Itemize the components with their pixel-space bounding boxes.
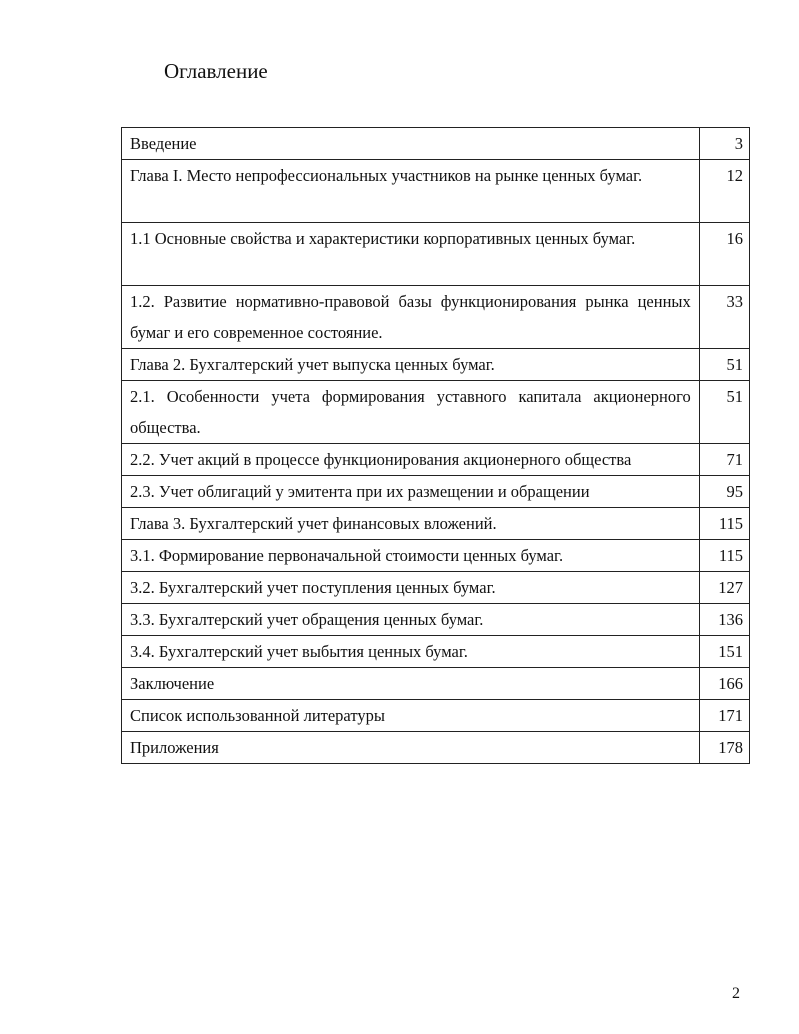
toc-row	[122, 700, 750, 732]
toc-entry-label: 3.2. Бухгалтерский учет поступления ценных бумаг.	[122, 572, 700, 604]
toc-row	[122, 349, 750, 381]
toc-entry-page: 3	[699, 128, 749, 160]
toc-entry-label: Введение	[122, 128, 700, 160]
toc-entry-label: 3.4. Бухгалтерский учет выбытия ценных бумаг.	[122, 636, 700, 668]
toc-row	[122, 128, 750, 160]
toc-entry-label: Список использованной литературы	[122, 700, 700, 732]
toc-entry-page: 115	[699, 508, 749, 540]
toc-entry-label: Заключение	[122, 668, 700, 700]
toc-entry-page: 115	[699, 540, 749, 572]
toc-entry-label: 2.1. Особенности учета формирования уставного капитала акционерного общества.	[122, 381, 700, 444]
toc-row	[122, 444, 750, 476]
toc-entry-label: Глава 3. Бухгалтерский учет финансовых вложений.	[122, 508, 700, 540]
toc-row	[122, 604, 750, 636]
toc-entry-page: 178	[699, 732, 749, 764]
toc-row	[122, 286, 750, 349]
toc-entry-page: 51	[699, 381, 749, 444]
toc-entry-label: 3.1. Формирование первоначальной стоимости ценных бумаг.	[122, 540, 700, 572]
toc-entry-label: Глава 2. Бухгалтерский учет выпуска ценных бумаг.	[122, 349, 700, 381]
toc-entry-page: 33	[699, 286, 749, 349]
toc-entry-label: Глава I. Место непрофессиональных участников на рынке ценных бумаг.	[122, 160, 700, 223]
page-number: 2	[732, 985, 740, 1002]
toc-entry-page: 95	[699, 476, 749, 508]
toc-row	[122, 636, 750, 668]
toc-row	[122, 508, 750, 540]
toc-row	[122, 160, 750, 223]
toc-entry-label: 1.2. Развитие нормативно-правовой базы функционирования рынка ценных бумаг и его современное состояние.	[122, 286, 700, 349]
toc-entry-label: Приложения	[122, 732, 700, 764]
toc-entry-page: 127	[699, 572, 749, 604]
toc-entry-page: 171	[699, 700, 749, 732]
toc-row	[122, 381, 750, 444]
toc-entry-page: 136	[699, 604, 749, 636]
table-of-contents	[121, 127, 750, 764]
toc-entry-page: 12	[699, 160, 749, 223]
toc-row	[122, 668, 750, 700]
toc-entry-label: 3.3. Бухгалтерский учет обращения ценных бумаг.	[122, 604, 700, 636]
toc-row	[122, 572, 750, 604]
toc-row	[122, 476, 750, 508]
page-title: Оглавление	[164, 59, 268, 83]
toc-row	[122, 732, 750, 764]
toc-row	[122, 223, 750, 286]
toc-entry-page: 16	[699, 223, 749, 286]
toc-entry-label: 2.2. Учет акций в процессе функционирования акционерного общества	[122, 444, 700, 476]
toc-entry-label: 1.1 Основные свойства и характеристики корпоративных ценных бумаг.	[122, 223, 700, 286]
toc-entry-page: 151	[699, 636, 749, 668]
toc-entry-label: 2.3. Учет облигаций у эмитента при их размещении и обращении	[122, 476, 700, 508]
toc-row	[122, 540, 750, 572]
toc-entry-page: 166	[699, 668, 749, 700]
toc-entry-page: 51	[699, 349, 749, 381]
toc-entry-page: 71	[699, 444, 749, 476]
